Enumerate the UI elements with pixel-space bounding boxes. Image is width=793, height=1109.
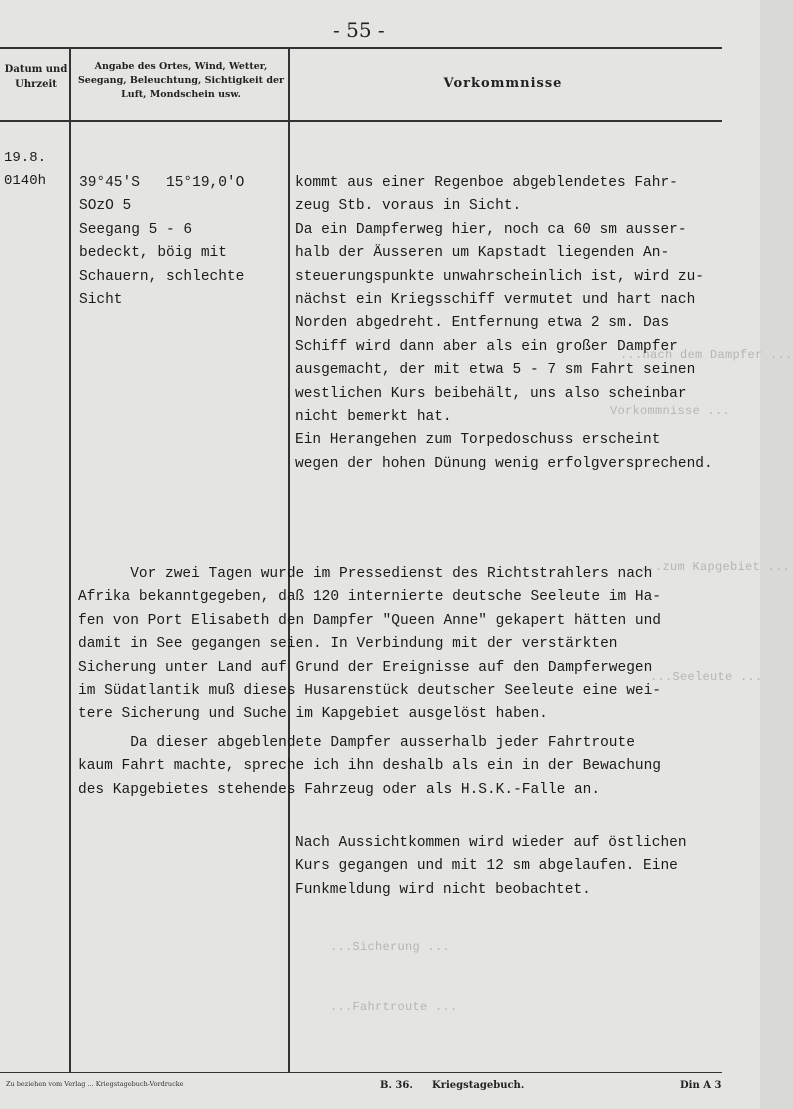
bleed-through-2: Vorkommnisse ...	[610, 404, 731, 418]
conditions-line: Schauern, schlechte	[79, 268, 245, 285]
assessment-line: Afrika bekanntgegeben, daß 120 internierte deutsche Seeleute im Ha-	[78, 589, 661, 606]
assessment-line: tere Sicherung und Suche im Kapgebiet ausgelöst haben.	[78, 706, 548, 723]
column-divider-1	[69, 47, 71, 1072]
followup-line: Funkmeldung wird nicht beobachtet.	[295, 881, 591, 898]
events-line: westlichen Kurs beibehält, uns also scheinbar	[295, 385, 687, 402]
assessment-line: damit in See gegangen seien. In Verbindung mit der verstärkten	[78, 636, 618, 653]
events-line: Ein Herangehen zum Torpedoschuss erscheint	[295, 432, 661, 449]
assessment-line: Da dieser abgeblendete Dampfer ausserhalb jeder Fahrtroute	[78, 735, 635, 751]
header-location-weather: Angabe des Ortes, Wind, Wetter, Seegang, Beleuchtung, Sichtigkeit der Luft, Mondschein usw.	[77, 61, 285, 100]
entry-time: 0140h	[4, 173, 47, 189]
events-line: Norden abgedreht. Entfernung etwa 2 sm. Das	[295, 315, 670, 332]
footer-paper-size: Din A 3	[680, 1080, 722, 1091]
followup-line: Nach Aussichtkommen wird wieder auf östlichen	[295, 835, 687, 851]
conditions-line: Seegang 5 - 6	[79, 221, 193, 238]
assessment-line: Sicherung unter Land auf Grund der Ereignisse auf den Dampferwegen	[78, 659, 653, 676]
events-line: zeug Stb. voraus in Sicht.	[295, 198, 522, 215]
assessment-line: fen von Port Elisabeth den Dampfer "Queen Anne" gekapert hätten und	[78, 612, 661, 629]
bleed-through-1: ...nach dem Dampfer ...	[620, 348, 793, 362]
header-top-rule	[0, 47, 722, 49]
header-events: Vorkommnisse	[443, 76, 563, 91]
header-bottom-rule	[0, 120, 722, 122]
header-date-time: Datum und Uhrzeit	[4, 64, 68, 90]
conditions-line: 39°45'S 15°19,0'O	[79, 175, 245, 191]
events-line: wegen der hohen Dünung wenig erfolgversprechend.	[295, 455, 713, 472]
footer-imprint: Zu beziehen vom Verlag ... Kriegstagebuch-Vordrucke	[6, 1080, 184, 1088]
assessment-line: im Südatlantik muß dieses Husarenstück deutscher Seeleute eine wei-	[78, 683, 661, 699]
footer-title: Kriegstagebuch.	[432, 1080, 525, 1091]
events-line: Da ein Dampferweg hier, noch ca 60 sm ausser-	[295, 221, 687, 238]
followup-line: Kurs gegangen und mit 12 sm abgelaufen. Eine	[295, 858, 678, 875]
conditions-line: Sicht	[79, 292, 123, 308]
footer-rule	[0, 1072, 722, 1073]
assessment-line: kaum Fahrt machte, spreche ich ihn deshalb als ein in der Bewachung	[78, 758, 661, 775]
footer-form-number: B. 36.	[380, 1080, 413, 1091]
conditions-line: bedeckt, böig mit	[79, 245, 227, 262]
bleed-through-6: ...Fahrtroute ...	[330, 1000, 458, 1014]
assessment-line: Vor zwei Tagen wurde im Pressedienst des Richtstrahlers nach	[78, 566, 653, 582]
page-number: - 55 -	[333, 18, 385, 42]
bleed-through-4: ...Seeleute ...	[650, 670, 763, 684]
events-line: nächst ein Kriegsschiff vermutet und hart nach	[295, 292, 696, 308]
entry-date: 19.8.	[4, 150, 47, 166]
events-line: nicht bemerkt hat.	[295, 409, 452, 425]
events-line: halb der Äusseren um Kapstadt liegenden An-	[295, 245, 670, 262]
column-divider-2	[288, 47, 290, 1072]
assessment-line: des Kapgebietes stehendes Fahrzeug oder als H.S.K.-Falle an.	[78, 781, 601, 798]
events-line: kommt aus einer Regenboe abgeblendetes Fahr-	[295, 175, 678, 191]
events-line: ausgemacht, der mit etwa 5 - 7 sm Fahrt seinen	[295, 362, 696, 379]
conditions-line: SOzO 5	[79, 198, 132, 215]
bleed-through-5: ...Sicherung ...	[330, 940, 451, 954]
bleed-through-3: ...zum Kapgebiet ...	[640, 560, 791, 574]
events-line: steuerungspunkte unwahrscheinlich ist, wird zu-	[295, 268, 704, 285]
events-line: Schiff wird dann aber als ein großer Dampfer	[295, 338, 678, 355]
